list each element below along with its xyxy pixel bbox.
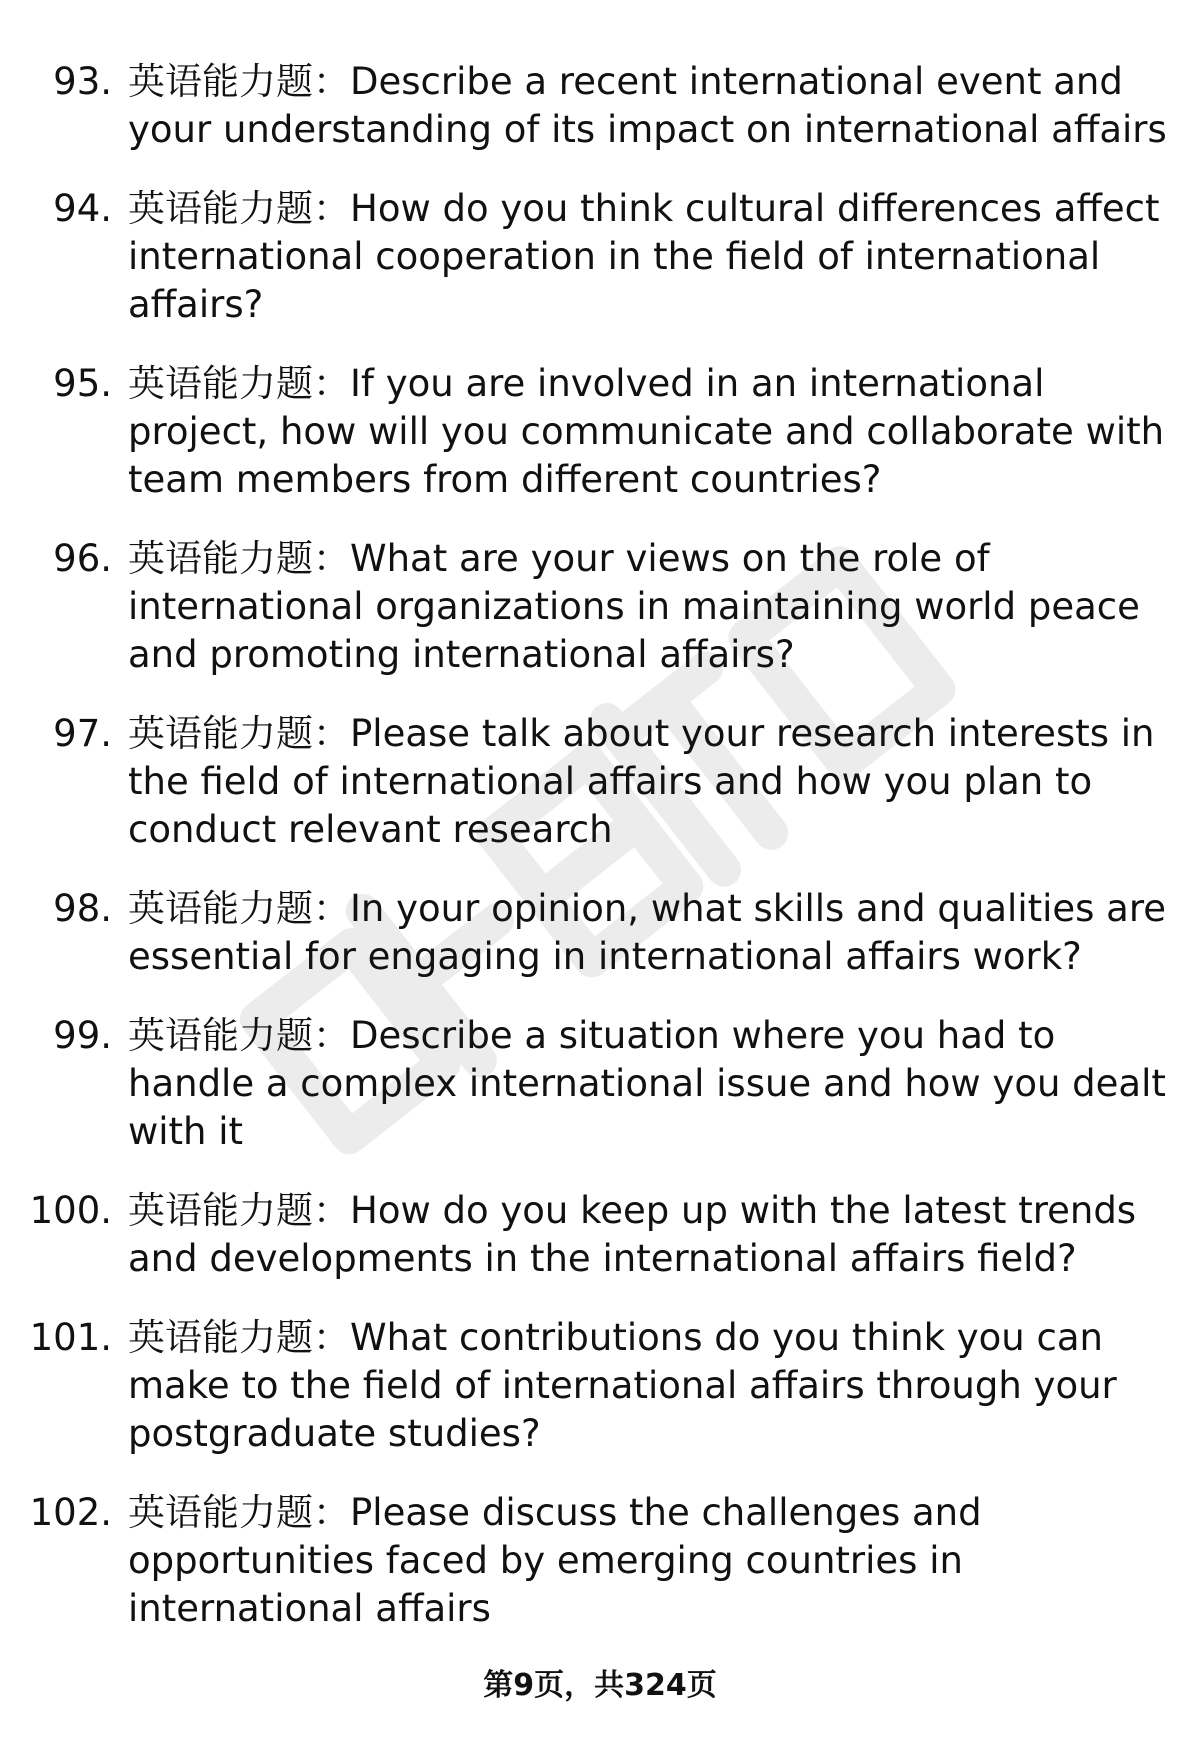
- question-text: 英语能力题：Describe a recent international event and your understanding of its impact on international affairs: [128, 60, 1167, 151]
- question-item: [0, 1314, 1200, 1458]
- question-text: 英语能力题：How do you keep up with the latest trends and developments in the international affairs field?: [128, 1189, 1137, 1280]
- question-text: 英语能力题：In your opinion, what skills and qualities are essential for engaging in international affairs work?: [128, 887, 1167, 978]
- question-number: 94.: [53, 187, 112, 230]
- question-item: [0, 1012, 1200, 1156]
- question-item: [0, 535, 1200, 679]
- question-list: [0, 58, 1200, 1633]
- page-footer: 第9页，共324页: [483, 1668, 717, 1703]
- question-text: 英语能力题：If you are involved in an international project, how will you communicate and collaborate with team members from different countries?: [128, 362, 1165, 501]
- question-number: 101.: [29, 1316, 112, 1359]
- question-item: [0, 1187, 1200, 1283]
- question-item: [0, 1489, 1200, 1633]
- question-item: [0, 185, 1200, 329]
- question-text: 英语能力题：What are your views on the role of international organizations in maintaining world peace and promoting international affairs?: [128, 537, 1140, 676]
- question-text: 英语能力题：Describe a situation where you had to handle a complex international issue and how you dealt with it: [128, 1014, 1166, 1153]
- question-number: 95.: [53, 362, 112, 405]
- question-number: 97.: [53, 712, 112, 755]
- question-number: 102.: [29, 1491, 112, 1534]
- question-text: 英语能力题：How do you think cultural differences affect international cooperation in the field of international affairs?: [128, 187, 1160, 326]
- question-number: 98.: [53, 887, 112, 930]
- question-text: 英语能力题：What contributions do you think you can make to the field of international affairs through your postgraduate studies?: [128, 1316, 1117, 1455]
- question-item: [0, 885, 1200, 981]
- question-text: 英语能力题：Please talk about your research interests in the field of international affairs and how you plan to conduct relevant research: [128, 712, 1155, 851]
- question-number: 99.: [53, 1014, 112, 1057]
- question-item: [0, 58, 1200, 154]
- question-number: 93.: [53, 60, 112, 103]
- question-item: [0, 710, 1200, 854]
- question-text: 英语能力题：Please discuss the challenges and opportunities faced by emerging countries in international affairs: [128, 1491, 982, 1630]
- question-number: 96.: [53, 537, 112, 580]
- question-number: 100.: [29, 1189, 112, 1232]
- question-item: [0, 360, 1200, 504]
